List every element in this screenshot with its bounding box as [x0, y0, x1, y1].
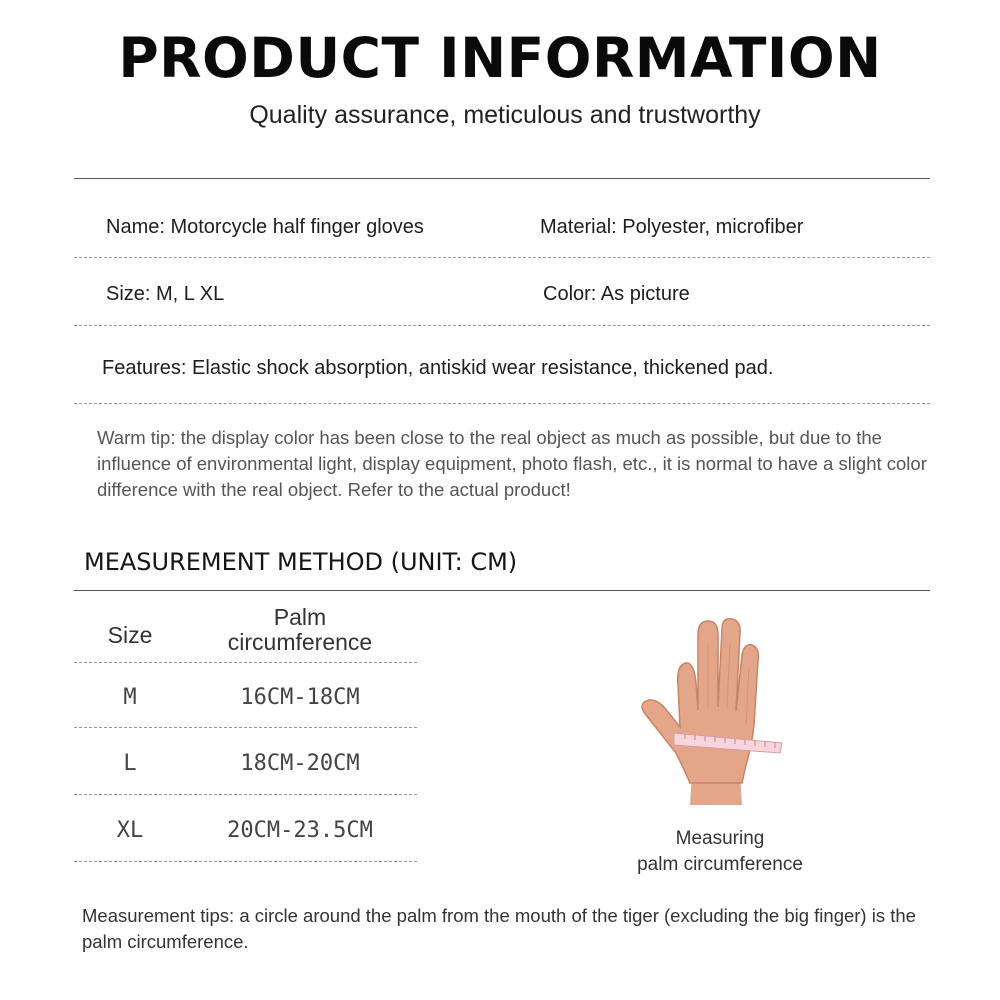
header-divider	[74, 178, 930, 179]
table-cell-palm: 16CM-18CM	[240, 685, 360, 710]
hand-measuring-image	[630, 615, 800, 825]
table-cell-size: L	[123, 751, 137, 776]
info-color: Color: As picture	[543, 283, 690, 305]
info-size: Size: M, L XL	[106, 283, 225, 305]
section-title: MEASUREMENT METHOD (UNIT: CM)	[84, 548, 518, 576]
section-divider	[74, 590, 930, 591]
info-name: Name: Motorcycle half finger gloves	[106, 216, 424, 238]
table-divider	[74, 794, 417, 795]
table-divider	[74, 727, 417, 728]
table-cell-size: M	[123, 685, 137, 710]
info-divider	[74, 257, 930, 258]
table-cell-palm: 18CM-20CM	[240, 751, 360, 776]
table-header-size: Size	[107, 622, 153, 648]
page-subtitle: Quality assurance, meticulous and trustworthy	[249, 101, 761, 129]
hand-caption-line1: Measuring	[675, 828, 765, 849]
table-header-palm-line1: Palm	[273, 604, 327, 630]
info-divider	[74, 403, 930, 404]
table-header-palm-line2: circumference	[227, 629, 373, 655]
hand-caption	[590, 826, 850, 878]
table-cell-palm: 20CM-23.5CM	[227, 818, 373, 843]
table-divider	[74, 861, 417, 862]
table-divider	[74, 662, 417, 663]
page-title: PRODUCT INFORMATION	[118, 26, 882, 90]
warm-tip: Warm tip: the display color has been close to the real object as much as possible, but due to the influence of environmental light, display equipment, photo flash, etc., it is normal to have a slight color difference with the real object. Refer to the actual product!	[97, 427, 927, 500]
info-features: Features: Elastic shock absorption, antiskid wear resistance, thickened pad.	[102, 357, 774, 379]
hand-caption-line2: palm circumference	[637, 854, 803, 875]
measurement-tips: Measurement tips: a circle around the palm from the mouth of the tiger (excluding the big finger) is the palm circumference.	[82, 905, 916, 952]
table-cell-size: XL	[116, 818, 144, 843]
hand-illustration	[642, 619, 782, 805]
info-material: Material: Polyester, microfiber	[540, 216, 804, 238]
table-header-palm	[200, 605, 400, 655]
info-divider	[74, 325, 930, 326]
